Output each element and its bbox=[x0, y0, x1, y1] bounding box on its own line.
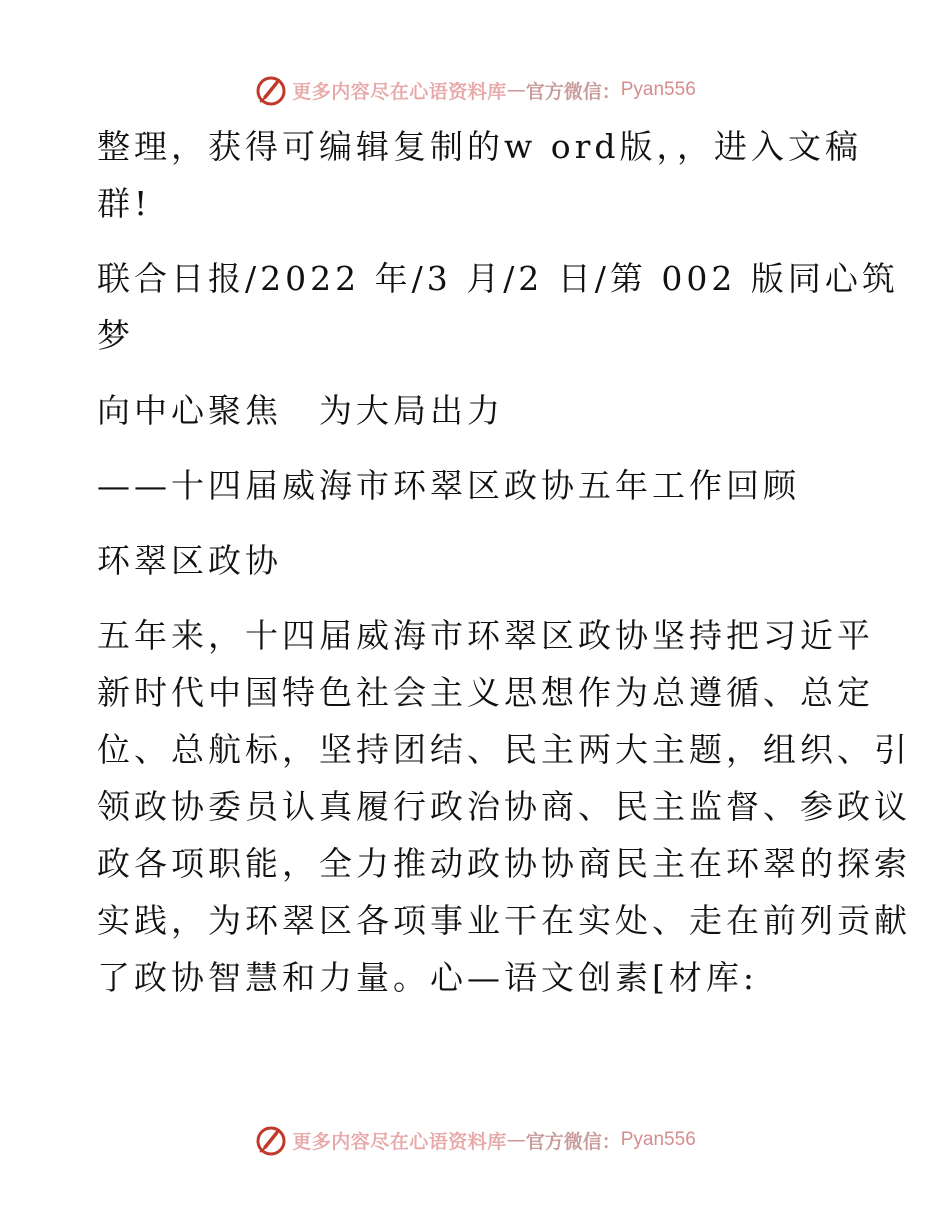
body-line: 新时代中国特色社会主义思想作为总遵循、总定 bbox=[97, 673, 874, 712]
quill-logo-icon bbox=[254, 73, 288, 107]
intro-line-1: 整理，获得可编辑复制的w ord版，，进入文稿 bbox=[97, 127, 863, 166]
article-author bbox=[97, 532, 857, 589]
body-line: 领政协委员认真履行政治协商、民主监督、参政议 bbox=[97, 787, 911, 826]
banner-wechat-label: 官方微信： bbox=[525, 1130, 621, 1153]
article-title-text: 向中心聚焦 为大局出力 bbox=[97, 391, 504, 430]
banner-wechat-id: Pyan556 bbox=[620, 1129, 696, 1150]
body-line: 五年来，十四届威海市环翠区政协坚持把习近平 bbox=[97, 616, 874, 655]
document-body bbox=[97, 118, 911, 1024]
body-line: 政各项职能，全力推动政协协商民主在环翠的探索 bbox=[97, 844, 911, 883]
banner-main-text: 更多内容尽在心语资料库 bbox=[292, 1130, 507, 1153]
article-subtitle bbox=[97, 457, 857, 514]
body-line: 位、总航标，坚持团结、民主两大主题，组织、引 bbox=[97, 730, 911, 769]
body-line: 实践，为环翠区各项事业干在实处、走在前列贡献 bbox=[97, 901, 911, 940]
intro-paragraph bbox=[97, 118, 863, 232]
banner-wechat-id: Pyan556 bbox=[620, 79, 696, 100]
footer-banner bbox=[0, 1120, 950, 1160]
source-line-2: 梦 bbox=[97, 316, 134, 355]
article-author-text: 环翠区政协 bbox=[97, 541, 282, 580]
quill-logo-icon bbox=[254, 1123, 288, 1157]
article-subtitle-text: ——十四届威海市环翠区政协五年工作回顾 bbox=[97, 466, 800, 505]
banner-wechat-label: 官方微信： bbox=[525, 80, 621, 103]
banner-main-text: 更多内容尽在心语资料库 bbox=[292, 80, 507, 103]
intro-line-2: 群! bbox=[97, 184, 152, 223]
banner-separator: — bbox=[506, 79, 526, 101]
header-banner bbox=[0, 70, 950, 110]
body-paragraph bbox=[97, 607, 911, 1006]
source-paragraph bbox=[97, 250, 899, 364]
banner-separator: — bbox=[506, 1129, 526, 1151]
article-title bbox=[97, 382, 857, 439]
body-line: 了政协智慧和力量。心—语文创素[材库: bbox=[97, 958, 758, 997]
source-line-1: 联合日报/2022 年/3 月/2 日/第 002 版同心筑 bbox=[97, 259, 899, 298]
